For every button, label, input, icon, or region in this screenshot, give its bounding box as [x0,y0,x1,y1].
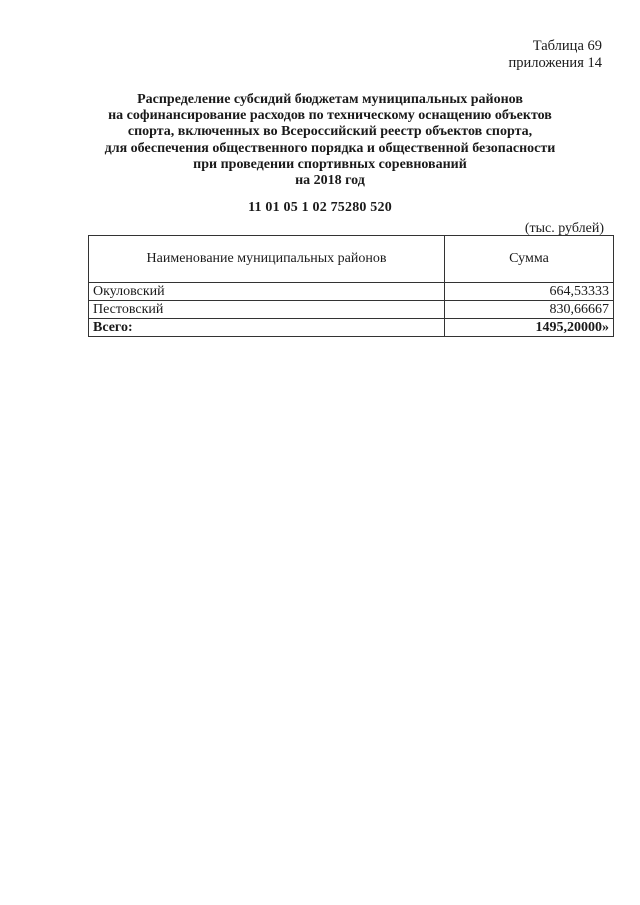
budget-classification-code: 11 01 05 1 02 75280 520 [248,200,392,215]
document-title [60,92,600,189]
total-row [89,319,614,337]
table-row [89,301,614,319]
title-line: на 2018 год [295,173,365,189]
title-line: при проведении спортивных соревнований [193,156,467,172]
appendix-number: приложения 14 [508,55,602,71]
subsidy-table [88,235,614,337]
table-header-row [89,236,614,283]
total-sum: 1495,20000» [445,319,614,337]
title-line: спорта, включенных во Всероссийский реестр объектов спорта, [127,124,533,140]
total-label: Всего: [89,319,445,337]
sum-cell: 664,53333 [445,283,614,301]
sum-cell: 830,66667 [445,301,614,319]
table-reference [509,38,602,72]
title-line: для обеспечения общественного порядка и общественной безопасности [104,140,556,156]
units-label: (тыс. рублей) [524,221,604,236]
title-line: Распределение субсидий бюджетам муниципальных районов [137,92,523,107]
district-name-cell: Пестовский [89,301,445,319]
district-name-cell: Окуловский [89,283,445,301]
header-district-name: Наименование муниципальных районов [89,236,445,283]
table-row [89,283,614,301]
table-number: Таблица 69 [532,38,602,54]
header-sum: Сумма [445,236,614,283]
title-line: на софинансирование расходов по техническому оснащению объектов [108,108,552,124]
